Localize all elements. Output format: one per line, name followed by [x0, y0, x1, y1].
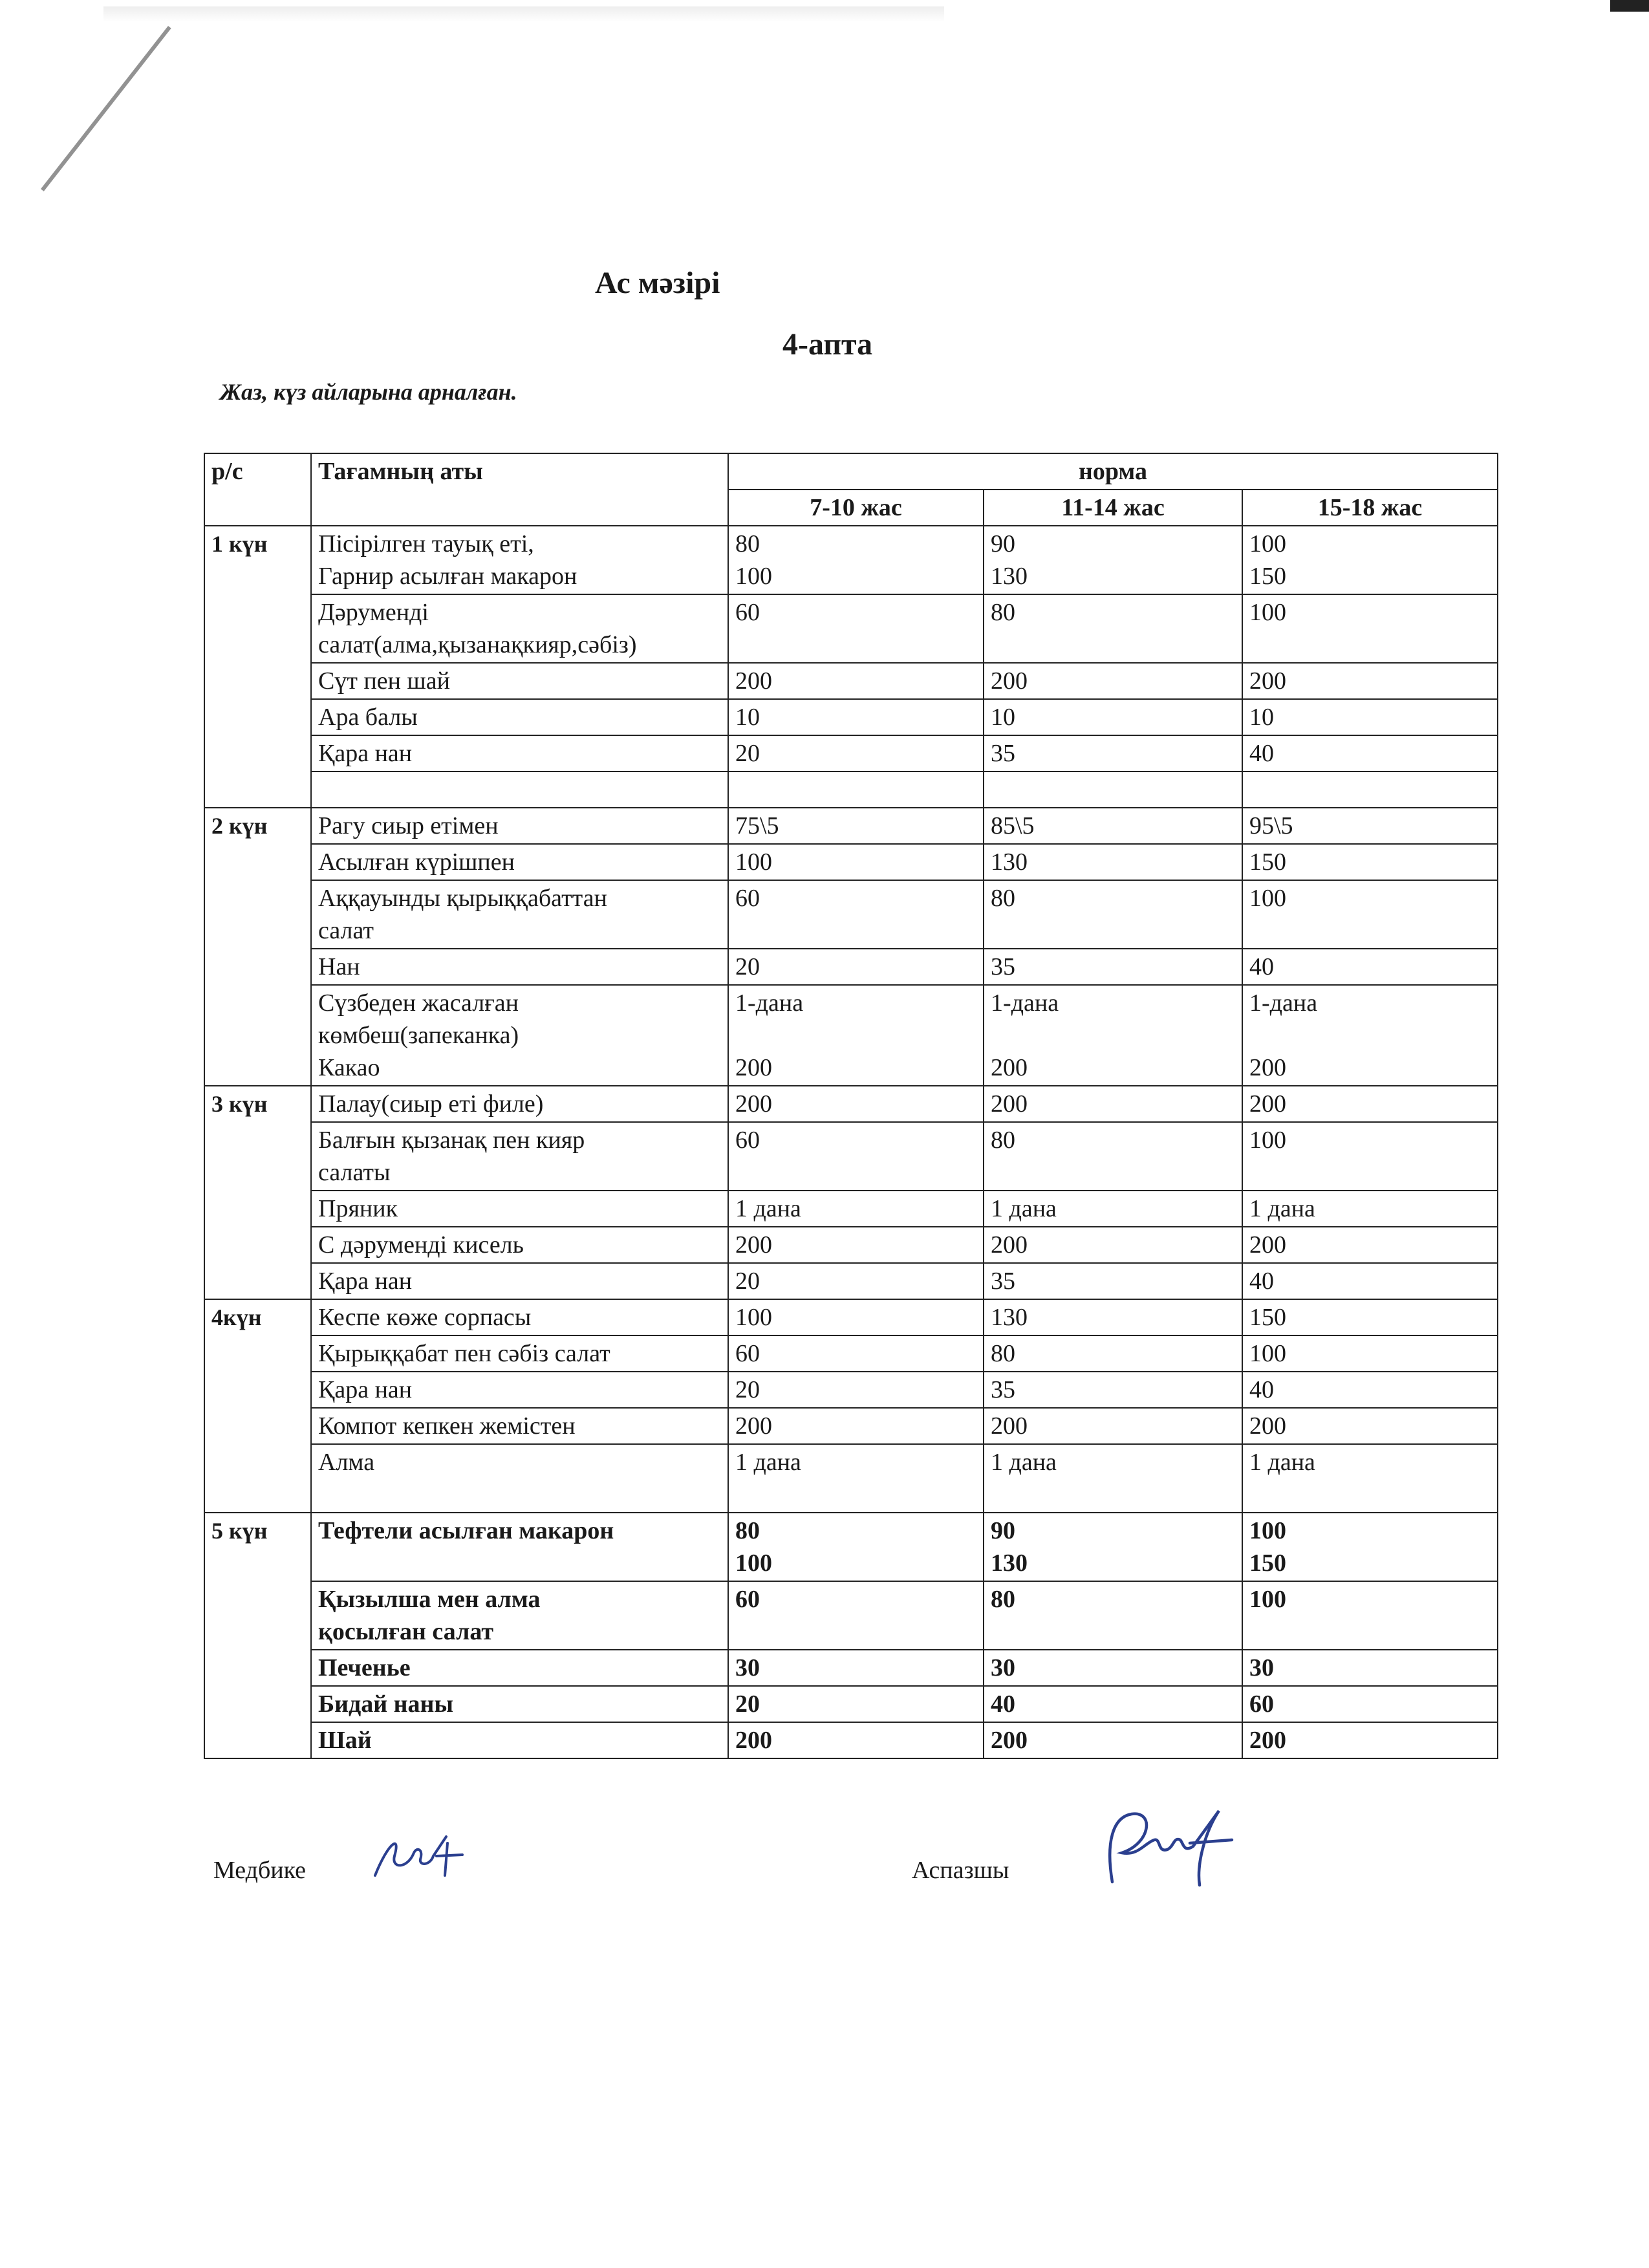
cell-text: 100 [735, 1550, 772, 1577]
dish-name-cell [311, 1191, 728, 1227]
cell-text: Сүт пен шай [318, 667, 450, 695]
table-row [204, 1086, 1498, 1122]
cell-text: Аққауынды қырыққабаттан [318, 885, 607, 912]
norm-11-14-cell [984, 1263, 1242, 1299]
cell-text: Қара нан [318, 1268, 413, 1295]
norm-11-14-cell [984, 1227, 1242, 1263]
cell-text: 200 [735, 1054, 772, 1081]
cell-text: 30 [991, 1654, 1015, 1681]
norm-11-14-cell [984, 1408, 1242, 1444]
cell-text: 1-дана [735, 989, 804, 1017]
cell-text: Балғын қызанақ пен кияр [318, 1127, 585, 1154]
cell-text: 200 [735, 1231, 772, 1258]
norm-7-10-cell [728, 1335, 984, 1372]
cell-text: 200 [1249, 1054, 1286, 1081]
norm-11-14-cell [984, 526, 1242, 594]
dish-name-cell [311, 985, 728, 1086]
norm-15-18-cell [1242, 1686, 1498, 1722]
cook-signature-icon [1093, 1804, 1242, 1888]
dish-name-cell [311, 880, 728, 949]
signature-cook [912, 1856, 1009, 1885]
dish-name-cell [311, 1444, 728, 1513]
dish-name-cell [311, 772, 728, 808]
dish-name-cell [311, 1581, 728, 1650]
cook-label: Аспазшы [912, 1857, 1009, 1884]
norm-11-14-cell [984, 699, 1242, 735]
cell-text: 95\5 [1249, 812, 1293, 839]
norm-15-18-cell [1242, 1122, 1498, 1191]
dish-name-cell [311, 949, 728, 985]
norm-15-18-cell [1242, 844, 1498, 880]
document-subtitle: 4-апта [782, 327, 873, 362]
cell-text: 200 [991, 1727, 1028, 1754]
cell-text: Қызылша мен алма [318, 1586, 541, 1613]
cell-text: 80 [991, 1340, 1015, 1367]
cell-text: Пісірілген тауық еті, [318, 530, 534, 557]
cell-text [991, 773, 1235, 806]
norm-11-14-cell [984, 772, 1242, 808]
cell-text: 130 [991, 1550, 1028, 1577]
cell-text: 200 [735, 1727, 772, 1754]
cell-text: 200 [1249, 1412, 1286, 1440]
norm-7-10-cell [728, 844, 984, 880]
norm-11-14-cell [984, 808, 1242, 844]
cell-text: 80 [991, 885, 1015, 912]
norm-11-14-cell [984, 949, 1242, 985]
norm-7-10-cell [728, 699, 984, 735]
day-label: 4күн [204, 1299, 311, 1513]
norm-15-18-cell [1242, 1299, 1498, 1335]
table-row [204, 1581, 1498, 1650]
norm-7-10-cell [728, 1263, 984, 1299]
table-row [204, 1650, 1498, 1686]
dish-name-cell [311, 1299, 728, 1335]
table-row [204, 699, 1498, 735]
table-row [204, 1191, 1498, 1227]
norm-7-10-cell [728, 985, 984, 1086]
cell-text: 100 [1249, 1127, 1286, 1154]
cell-text: салат [318, 917, 374, 944]
cell-text: 100 [1249, 885, 1286, 912]
norm-7-10-cell [728, 1122, 984, 1191]
cell-text: Гарнир асылған макарон [318, 563, 577, 590]
cell-text: 20 [735, 1268, 760, 1295]
norm-7-10-cell [728, 1372, 984, 1408]
signature-nurse [213, 1856, 306, 1885]
dish-name-cell [311, 594, 728, 663]
cell-text: Сүзбеден жасалған [318, 989, 519, 1017]
cell-text: Пряник [318, 1195, 398, 1222]
norm-11-14-cell [984, 594, 1242, 663]
day-label: 3 күн [204, 1086, 311, 1299]
cell-text: 35 [991, 740, 1015, 767]
cell-text: Какао [318, 1054, 380, 1081]
cell-text: 60 [735, 885, 760, 912]
nurse-signature-icon [369, 1830, 466, 1882]
table-row [204, 1335, 1498, 1372]
cell-text: 130 [991, 563, 1028, 590]
cell-text: 1 дана [1249, 1195, 1315, 1222]
cell-text [1249, 773, 1491, 806]
norm-11-14-cell [984, 1372, 1242, 1408]
norm-15-18-cell [1242, 1086, 1498, 1122]
cell-text: 200 [735, 667, 772, 695]
header-age-7-10: 7-10 жас [728, 490, 984, 526]
table-row [204, 1408, 1498, 1444]
norm-7-10-cell [728, 526, 984, 594]
norm-15-18-cell [1242, 1408, 1498, 1444]
norm-15-18-cell [1242, 663, 1498, 699]
header-dish-name: Тағамның аты [311, 453, 728, 526]
cell-text: 20 [735, 740, 760, 767]
norm-7-10-cell [728, 663, 984, 699]
table-row [204, 1513, 1498, 1581]
menu-table [204, 453, 1498, 1759]
norm-11-14-cell [984, 663, 1242, 699]
norm-11-14-cell [984, 880, 1242, 949]
table-row [204, 1299, 1498, 1335]
norm-11-14-cell [984, 1513, 1242, 1581]
table-row [204, 735, 1498, 772]
cell-text: 100 [1249, 1517, 1286, 1544]
cell-text: 100 [735, 848, 772, 876]
norm-11-14-cell [984, 1122, 1242, 1191]
cell-text: 40 [1249, 740, 1274, 767]
cell-text: Алма [318, 1449, 375, 1476]
norm-11-14-cell [984, 1650, 1242, 1686]
scan-shadow [103, 6, 944, 22]
cell-text: Асылған күрішпен [318, 848, 515, 876]
cell-text: 80 [735, 530, 760, 557]
cell-text: 90 [991, 530, 1015, 557]
dish-name-cell [311, 1227, 728, 1263]
table-row [204, 1227, 1498, 1263]
day-label: 2 күн [204, 808, 311, 1086]
table-row [204, 772, 1498, 808]
table-row [204, 594, 1498, 663]
cell-text: Палау(сиыр еті филе) [318, 1090, 544, 1118]
dish-name-cell [311, 735, 728, 772]
norm-7-10-cell [728, 1650, 984, 1686]
norm-15-18-cell [1242, 772, 1498, 808]
table-row [204, 526, 1498, 594]
cell-text: 80 [735, 1517, 760, 1544]
table-row [204, 1444, 1498, 1513]
cell-text: 85\5 [991, 812, 1035, 839]
norm-7-10-cell [728, 880, 984, 949]
norm-15-18-cell [1242, 1581, 1498, 1650]
cell-text: 35 [991, 953, 1015, 980]
norm-11-14-cell [984, 985, 1242, 1086]
cell-text: көмбеш(запеканка) [318, 1022, 519, 1049]
norm-7-10-cell [728, 735, 984, 772]
cell-text: 20 [735, 1376, 760, 1403]
dish-name-cell [311, 1372, 728, 1408]
cell-text [735, 773, 976, 806]
cell-text: 10 [1249, 704, 1274, 731]
cell-text: 150 [1249, 1304, 1286, 1331]
cell-text: 40 [1249, 953, 1274, 980]
norm-15-18-cell [1242, 1372, 1498, 1408]
cell-text: Кеспе көже сорпасы [318, 1304, 532, 1331]
norm-15-18-cell [1242, 1513, 1498, 1581]
cell-text: 1 дана [735, 1195, 801, 1222]
cell-text [318, 773, 721, 806]
dish-name-cell [311, 1686, 728, 1722]
cell-text: 150 [1249, 1550, 1286, 1577]
cell-text: 90 [991, 1517, 1015, 1544]
norm-15-18-cell [1242, 1335, 1498, 1372]
header-age-15-18: 15-18 жас [1242, 490, 1498, 526]
cell-text: салаты [318, 1159, 391, 1186]
table-row [204, 663, 1498, 699]
cell-text: Рагу сиыр етімен [318, 812, 499, 839]
cell-text: С дәруменді кисель [318, 1231, 524, 1258]
norm-11-14-cell [984, 1191, 1242, 1227]
cell-text: 130 [991, 848, 1028, 876]
menu-body [204, 526, 1498, 1758]
cell-text: 30 [1249, 1654, 1274, 1681]
norm-11-14-cell [984, 1722, 1242, 1758]
dish-name-cell [311, 663, 728, 699]
cell-text: 1 дана [991, 1449, 1057, 1476]
cell-text: Қырыққабат пен сәбіз салат [318, 1340, 610, 1367]
cell-text: 10 [735, 704, 760, 731]
cell-text: 200 [1249, 667, 1286, 695]
norm-7-10-cell [728, 594, 984, 663]
cell-text: 60 [735, 1340, 760, 1367]
norm-7-10-cell [728, 1086, 984, 1122]
norm-15-18-cell [1242, 1444, 1498, 1513]
table-row [204, 808, 1498, 844]
norm-11-14-cell [984, 1686, 1242, 1722]
table-row [204, 985, 1498, 1086]
norm-7-10-cell [728, 1686, 984, 1722]
dish-name-cell [311, 1513, 728, 1581]
header-number: р/с [204, 453, 311, 526]
cell-text: 40 [1249, 1376, 1274, 1403]
dish-name-cell [311, 1722, 728, 1758]
cell-text: 60 [735, 1586, 760, 1613]
cell-text: 30 [735, 1654, 760, 1681]
cell-text: Печенье [318, 1654, 411, 1681]
cell-text: 1 дана [735, 1449, 801, 1476]
cell-text: 100 [1249, 530, 1286, 557]
norm-7-10-cell [728, 949, 984, 985]
norm-7-10-cell [728, 1513, 984, 1581]
cell-text: 20 [735, 953, 760, 980]
season-note: Жаз, күз айларына арналған. [220, 379, 517, 405]
dish-name-cell [311, 1086, 728, 1122]
cell-text: 130 [991, 1304, 1028, 1331]
scan-pen-stroke [41, 26, 171, 191]
norm-15-18-cell [1242, 735, 1498, 772]
cell-text [735, 1019, 976, 1052]
norm-15-18-cell [1242, 985, 1498, 1086]
cell-text: 60 [1249, 1690, 1274, 1718]
norm-7-10-cell [728, 772, 984, 808]
dish-name-cell [311, 1335, 728, 1372]
dish-name-cell [311, 1650, 728, 1686]
norm-7-10-cell [728, 1444, 984, 1513]
dish-name-cell [311, 808, 728, 844]
cell-text: Нан [318, 953, 360, 980]
norm-11-14-cell [984, 1444, 1242, 1513]
cell-text: 200 [991, 1412, 1028, 1440]
norm-15-18-cell [1242, 949, 1498, 985]
norm-7-10-cell [728, 1299, 984, 1335]
cell-text: 1-дана [991, 989, 1059, 1017]
table-row [204, 949, 1498, 985]
norm-7-10-cell [728, 808, 984, 844]
cell-text: 100 [1249, 1586, 1286, 1613]
cell-text: Ара балы [318, 704, 418, 731]
cell-text: 60 [735, 599, 760, 626]
table-row [204, 1263, 1498, 1299]
cell-text: 40 [1249, 1268, 1274, 1295]
document-title: Ас мәзірі [595, 266, 720, 300]
cell-text: салат(алма,қызанақкияр,сәбіз) [318, 631, 637, 658]
norm-15-18-cell [1242, 526, 1498, 594]
dish-name-cell [311, 526, 728, 594]
norm-15-18-cell [1242, 1722, 1498, 1758]
cell-text: 200 [991, 1054, 1028, 1081]
norm-11-14-cell [984, 1581, 1242, 1650]
cell-text: Шай [318, 1727, 372, 1754]
cell-text: 100 [1249, 599, 1286, 626]
norm-7-10-cell [728, 1408, 984, 1444]
dish-name-cell [311, 1122, 728, 1191]
norm-11-14-cell [984, 1299, 1242, 1335]
norm-7-10-cell [728, 1191, 984, 1227]
cell-text: 150 [1249, 563, 1286, 590]
cell-text: 200 [991, 1231, 1028, 1258]
cell-text: Дәруменді [318, 599, 429, 626]
cell-text: 200 [991, 1090, 1028, 1118]
norm-15-18-cell [1242, 1263, 1498, 1299]
norm-15-18-cell [1242, 808, 1498, 844]
cell-text: 40 [991, 1690, 1015, 1718]
norm-15-18-cell [1242, 594, 1498, 663]
cell-text: 200 [1249, 1231, 1286, 1258]
cell-text: 200 [1249, 1727, 1286, 1754]
cell-text [991, 1019, 1235, 1052]
norm-7-10-cell [728, 1227, 984, 1263]
cell-text: Тефтели асылған макарон [318, 1517, 614, 1544]
cell-text: 200 [991, 667, 1028, 695]
table-row [204, 844, 1498, 880]
norm-11-14-cell [984, 1335, 1242, 1372]
cell-text: 80 [991, 1127, 1015, 1154]
norm-15-18-cell [1242, 699, 1498, 735]
cell-text: Бидай наны [318, 1690, 454, 1718]
cell-text: 80 [991, 599, 1015, 626]
norm-11-14-cell [984, 735, 1242, 772]
cell-text: 200 [735, 1412, 772, 1440]
dish-name-cell [311, 844, 728, 880]
cell-text: 35 [991, 1268, 1015, 1295]
cell-text: 80 [991, 1586, 1015, 1613]
cell-text: 20 [735, 1690, 760, 1718]
header-age-11-14: 11-14 жас [984, 490, 1242, 526]
cell-text: 200 [1249, 1090, 1286, 1118]
scan-edge-mark [1610, 0, 1649, 12]
norm-15-18-cell [1242, 1191, 1498, 1227]
norm-15-18-cell [1242, 1650, 1498, 1686]
cell-text: 10 [991, 704, 1015, 731]
cell-text: Қара нан [318, 740, 413, 767]
header-norm: норма [728, 453, 1498, 490]
cell-text: 1 дана [991, 1195, 1057, 1222]
table-row [204, 1372, 1498, 1408]
norm-15-18-cell [1242, 1227, 1498, 1263]
cell-text: Компот кепкен жемістен [318, 1412, 576, 1440]
cell-text: 75\5 [735, 812, 779, 839]
norm-15-18-cell [1242, 880, 1498, 949]
cell-text: 100 [1249, 1340, 1286, 1367]
cell-text: 35 [991, 1376, 1015, 1403]
dish-name-cell [311, 1408, 728, 1444]
norm-11-14-cell [984, 844, 1242, 880]
cell-text: 150 [1249, 848, 1286, 876]
cell-text: 1 дана [1249, 1449, 1315, 1476]
nurse-label: Медбике [213, 1857, 307, 1884]
table-row [204, 1722, 1498, 1758]
cell-text [1249, 1019, 1491, 1052]
cell-text: 1-дана [1249, 989, 1318, 1017]
day-label: 5 күн [204, 1513, 311, 1758]
cell-text: 60 [735, 1127, 760, 1154]
day-label: 1 күн [204, 526, 311, 808]
dish-name-cell [311, 699, 728, 735]
dish-name-cell [311, 1263, 728, 1299]
cell-text: 100 [735, 563, 772, 590]
table-row [204, 880, 1498, 949]
cell-text: 100 [735, 1304, 772, 1331]
cell-text: Қара нан [318, 1376, 413, 1403]
norm-7-10-cell [728, 1722, 984, 1758]
cell-text [318, 1478, 721, 1511]
cell-text: 200 [735, 1090, 772, 1118]
table-row [204, 1122, 1498, 1191]
cell-text: қосылған салат [318, 1618, 494, 1645]
norm-11-14-cell [984, 1086, 1242, 1122]
table-row [204, 1686, 1498, 1722]
norm-7-10-cell [728, 1581, 984, 1650]
